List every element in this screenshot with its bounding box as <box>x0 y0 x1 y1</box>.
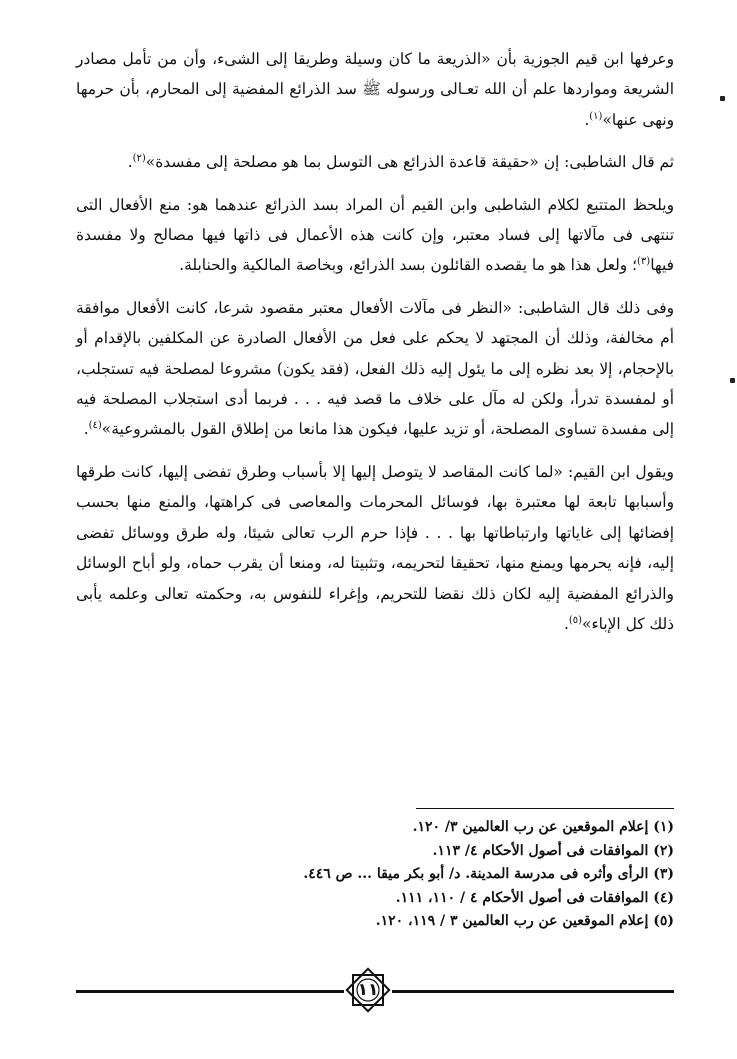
footnote-ref-1[interactable]: (١) <box>589 110 603 122</box>
footnote-3: (٣) الرأى وأثره فى مدرسة المدينة. د/ أبو بكر ميقا ... ص ٤٤٦. <box>303 866 674 882</box>
footnote-1: (١) إعلام الموقعين عن رب العالمين ٣/ ١٢٠. <box>412 819 674 835</box>
footnote-4: (٤) الموافقات فى أصول الأحكام ٤ / ١١٠، ١١١. <box>395 889 674 906</box>
bottom-rule-left <box>76 990 344 993</box>
page-number: ١١ <box>357 980 379 1000</box>
paragraph-1: وعرفها ابن قيم الجوزية بأن «الذريعة ما كان وسيلة وطريقا إلى الشىء، وأن من تأمل مصادر الشريعة ومواردها علم أن الله تعـالى ورسوله ﷺ سد الذرائع المفضية إلى المحارم، بأن حرمها ونهى عنها»$^{(١)}$. <box>76 50 674 129</box>
paragraph-5: ويقول ابن القيم: «لما كانت المقاصد لا يتوصل إليها إلا بأسباب وطرق تفضى إليها، كانت طرقها وأسبابها تابعة لها معتبرة بها، فوسائل المحرمات والمعاصى فى كراهتها، والمنع منها بحسب إفضائها إلى غاياتها وارتباطاتها بها . . . فإذا حرم الرب تعالى شيئا، وله طرق ووسائل تفضى إليه، فإنه يحرمها ويمنع منها، تحقيقا لتحريمه، وتثبيتا له، ومنعا أن يقرب حماه، ولو أباح الوسائل والذرائع المفضية إليه لكان ذلك نقضا للتحريم، وإغراء للنفوس به، وحكمته تعالى وعلمه يأبى ذلك كل الإباء»$^{(٥)}$. <box>76 462 674 633</box>
paragraph-3: ويلحظ المتتبع لكلام الشاطبى وابن القيم أن المراد بسد الذرائع عندهما هو: منع الأفعال التى تنتهى فى مآلاتها إلى فساد معتبر، وإن كانت هذه الأعمال فى ذاتها فيها مصالح ولا مفسدة فيها$^{(٣)}$؛ ولعل هذا هو ما يقصده القائلون بسد الذرائع، وبخاصة المالكية والحنابلة. <box>76 195 674 275</box>
footnote-ref-5[interactable]: (٥) <box>568 614 583 626</box>
paragraph-5-text: ويقول ابن القيم: «لما كانت المقاصد لا يتوصل إليها إلا بأسباب وطرق تفضى إليها، كانت طرقها وأسبابها تابعة لها معتبرة بها، فوسائل المحرمات والمعاصى فى كراهتها، والمنع منها بحسب إفضائها إلى غاياتها وارتباطاتها بها . . . فإذا حرم الرب تعالى شيئا، وله طرق ووسائل تفضى إليه، فإنه يحرمها ويمنع منها، تحقيقا لتحريمه، وتثبيتا له، ومنعا أن يقرب حماه، ولو أباح الوسائل والذرائع المفضية إليه لكان ذلك نقضا للتحريم، وإغراء للنفوس به، وحكمته تعالى وعلمه يأبى ذلك كل الإباء» <box>76 462 674 633</box>
footnote-5: (٥) إعلام الموقعين عن رب العالمين ٣ / ١١٩، ١٢٠. <box>375 913 674 929</box>
paragraph-4-text: وفى ذلك قال الشاطبى: «النظر فى مآلات الأفعال معتبر مقصود شرعا، كانت الأفعال موافقة أم مخالفة، وذلك أن المجتهد لا يحكم على فعل من الأفعال الصادرة عن المكلفين بالإقدام أو بالإحجام، إلا بعد نظره إلى ما يئول إليه ذلك الفعل، (فقد يكون) مشروعا لمصلحة فيه تستجلب، أو لمفسدة تدرأ، ولكن له مآل على خلاف ما قصد فيه . . . فربما أدى استجلاب المصلحة فيه إلى مفسدة تساوى المصلحة، أو تزيد عليها، فيكون هذا مانعا من إطلاق القول بالمشروعية» <box>76 298 674 439</box>
footnote-2: (٢) الموافقات فى أصول الأحكام ٤/ ١١٣. <box>432 842 674 859</box>
margin-mark-middle <box>730 378 735 383</box>
margin-mark-top <box>720 96 725 101</box>
bottom-rule-right <box>392 990 674 993</box>
footnotes <box>150 816 674 934</box>
footnote-ref-2[interactable]: (٢) <box>132 153 146 165</box>
main-text <box>76 44 674 651</box>
footnote-separator <box>416 808 674 809</box>
paragraph-3-text: ويلحظ المتتبع لكلام الشاطبى وابن القيم أن المراد بسد الذرائع عندهما هو: منع الأفعال التى تنتهى فى مآلاتها إلى فساد معتبر، وإن كانت هذه الأعمال فى ذاتها فيها مصالح ولا مفسدة فيها <box>76 195 674 275</box>
footnote-ref-4[interactable]: (٤) <box>88 420 102 432</box>
paragraph-1-text: وعرفها ابن قيم الجوزية بأن «الذريعة ما كان وسيلة وطريقا إلى الشىء، وأن من تأمل مصادر الشريعة ومواردها علم أن الله تعـالى ورسوله ﷺ سد الذرائع المفضية إلى المحارم، بأن حرمها ونهى عنها» <box>76 50 674 129</box>
paragraph-2: ثم قال الشاطبى: إن «حقيقة قاعدة الذرائع هى التوسل بما هو مصلحة إلى مفسدة»$^{(٢)}$. <box>127 153 674 172</box>
footnote-ref-3[interactable]: (٣) <box>637 256 651 268</box>
paragraph-4: وفى ذلك قال الشاطبى: «النظر فى مآلات الأفعال معتبر مقصود شرعا، كانت الأفعال موافقة أم مخالفة، وذلك أن المجتهد لا يحكم على فعل من الأفعال الصادرة عن المكلفين بالإقدام أو بالإحجام، إلا بعد نظره إلى ما يئول إليه ذلك الفعل، (فقد يكون) مشروعا لمصلحة فيه تستجلب، أو لمفسدة تدرأ، ولكن له مآل على خلاف ما قصد فيه . . . فربما أدى استجلاب المصلحة فيه إلى مفسدة تساوى المصلحة، أو تزيد عليها، فيكون هذا مانعا من إطلاق القول بالمشروعية»$^{(٤)}$. <box>76 298 674 439</box>
paragraph-2-text: ثم قال الشاطبى: إن «حقيقة قاعدة الذرائع هى التوسل بما هو مصلحة إلى مفسدة» <box>145 153 674 172</box>
